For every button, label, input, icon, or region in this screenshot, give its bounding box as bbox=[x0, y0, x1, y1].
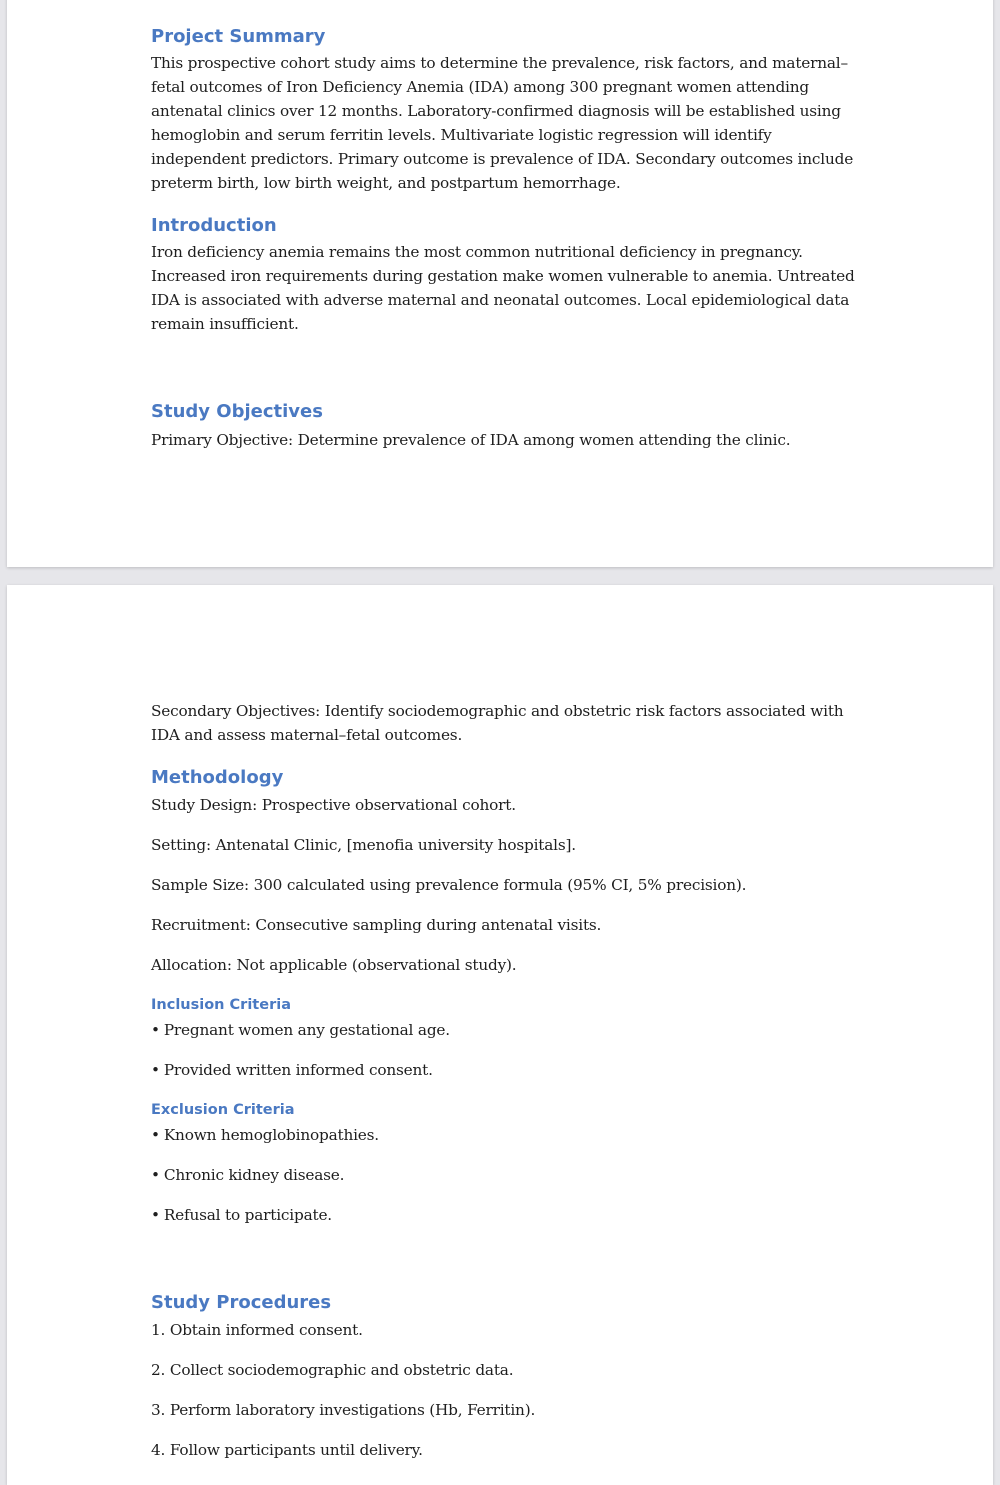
inclusion-item-text: Provided written informed consent. bbox=[163, 1061, 433, 1079]
bullet-icon: • bbox=[151, 1061, 160, 1079]
paragraph-introduction: Iron deficiency anemia remains the most common nutritional deficiency in pregnancy. Increased iron requirements during gestation make women vulnerable to anemia. Untreated IDA is associated with adverse maternal and neonatal outcomes. Local epidemiological data remain insufficient. bbox=[151, 243, 855, 333]
heading-exclusion-criteria: Exclusion Criteria bbox=[151, 1102, 295, 1118]
heading-project-summary: Project Summary bbox=[151, 26, 326, 47]
methodology-item: Setting: Antenatal Clinic, [menofia university hospitals]. bbox=[151, 836, 576, 854]
methodology-item: Recruitment: Consecutive sampling during antenatal visits. bbox=[151, 916, 602, 934]
exclusion-item-text: Refusal to participate. bbox=[163, 1206, 332, 1224]
methodology-item: Sample Size: 300 calculated using prevalence formula (95% CI, 5% precision). bbox=[151, 876, 747, 894]
paragraph-secondary-objectives: Secondary Objectives: Identify sociodemographic and obstetric risk factors associated with IDA and assess maternal–fetal outcomes. bbox=[151, 702, 844, 744]
heading-inclusion-criteria: Inclusion Criteria bbox=[151, 997, 291, 1013]
exclusion-item bbox=[151, 1124, 379, 1146]
methodology-item: Study Design: Prospective observational cohort. bbox=[151, 796, 516, 814]
procedure-step: 1. Obtain informed consent. bbox=[151, 1321, 363, 1339]
heading-methodology: Methodology bbox=[151, 767, 284, 788]
inclusion-item bbox=[151, 1019, 450, 1041]
heading-study-procedures: Study Procedures bbox=[151, 1292, 332, 1313]
exclusion-item bbox=[151, 1164, 344, 1186]
bullet-icon: • bbox=[151, 1126, 160, 1144]
document-page-1 bbox=[7, 0, 993, 567]
bullet-icon: • bbox=[151, 1021, 160, 1039]
bullet-icon: • bbox=[151, 1206, 160, 1224]
exclusion-item-text: Known hemoglobinopathies. bbox=[163, 1126, 379, 1144]
bullet-icon: • bbox=[151, 1166, 160, 1184]
primary-objective: Primary Objective: Determine prevalence of IDA among women attending the clinic. bbox=[151, 431, 791, 449]
inclusion-item-text: Pregnant women any gestational age. bbox=[163, 1021, 450, 1039]
heading-introduction: Introduction bbox=[151, 215, 277, 236]
inclusion-item bbox=[151, 1059, 433, 1081]
exclusion-item-text: Chronic kidney disease. bbox=[163, 1166, 345, 1184]
methodology-item: Allocation: Not applicable (observational study). bbox=[151, 956, 517, 974]
heading-study-objectives: Study Objectives bbox=[151, 401, 323, 422]
paragraph-project-summary: This prospective cohort study aims to determine the prevalence, risk factors, and maternal–fetal outcomes of Iron Deficiency Anemia (IDA) among 300 pregnant women attending antenatal clinics over 12 months. Laboratory-confirmed diagnosis will be established using hemoglobin and serum ferritin levels. Multivariate logistic regression will identify independent predictors. Primary outcome is prevalence of IDA. Secondary outcomes include preterm birth, low birth weight, and postpartum hemorrhage. bbox=[151, 54, 854, 192]
document-page-2 bbox=[7, 585, 993, 1485]
procedure-step: 2. Collect sociodemographic and obstetric data. bbox=[151, 1361, 514, 1379]
exclusion-item bbox=[151, 1204, 332, 1226]
procedure-step: 4. Follow participants until delivery. bbox=[151, 1441, 423, 1459]
procedure-step: 3. Perform laboratory investigations (Hb, Ferritin). bbox=[151, 1401, 536, 1419]
